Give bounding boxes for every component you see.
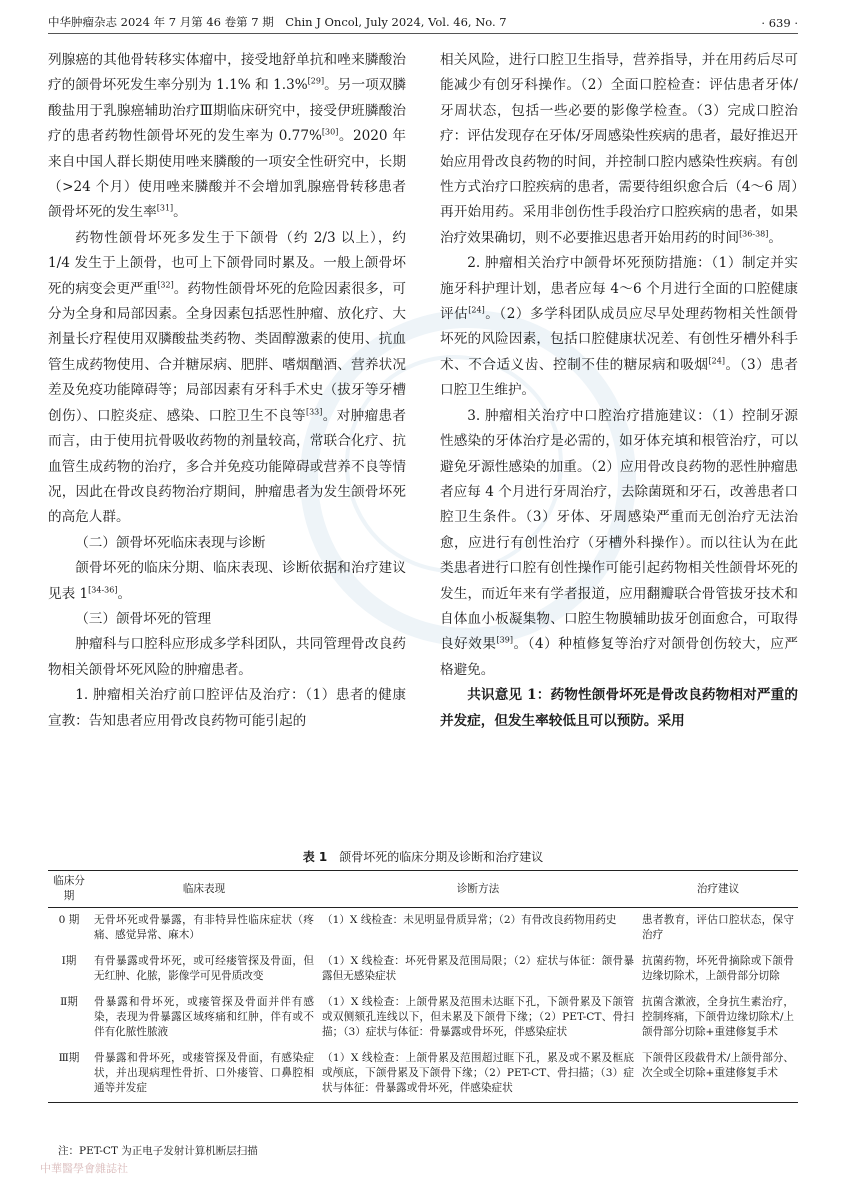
cell-manifestation: 有骨暴露或骨坏死，或可经瘘管探及骨面，但无红肿、化脓，影像学可见骨质改变	[94, 955, 314, 982]
paragraph: 1. 肿瘤相关治疗前口腔评估及治疗：（1）患者的健康宣教：告知患者应用骨改良药物可能引起的	[48, 687, 406, 729]
table-header-row	[48, 871, 798, 908]
paragraph: 列腺癌的其他骨转移实体瘤中，接受地舒单抗和唑来膦酸治疗的颌骨坏死发生率分别为 1.1% 和 1.3%[29]。另一项双膦酸盐用于乳腺癌辅助治疗Ⅲ期临床研究中，接受伊班膦酸治疗的患者药物性颌骨坏死的发生率为 0.77%[30]。2020 年来自中国人群长期使用唑来膦酸的一项安全性研究中，长期（>24 个月）使用唑来膦酸并不会增加乳腺癌骨转移患者颌骨坏死的发生率[31]。	[48, 52, 406, 221]
publisher-logo: 中華醫學會雜誌社	[40, 1162, 128, 1175]
cell-treatment: 抗菌含漱液，全身抗生素治疗，控制疼痛，下颌骨边缘切除术/上颌骨部分切除+重建修复手术	[642, 996, 794, 1038]
paragraph: 相关风险，进行口腔卫生指导，营养指导，并在用药后尽可能减少有创牙科操作。（2）全面口腔检查：评估患者牙体/牙周状态，包括一些必要的影像学检查。（3）完成口腔治疗：评估发现存在牙体/牙周感染性疾病的患者，最好推迟开始应用骨改良药物的时间，并控制口腔内感染性疾病。有创性方式治疗口腔疾病的患者，需要待组织愈合后（4～6 周）再开始用药。采用非创伤性手段治疗口腔疾病的患者，如果治疗效果确切，则不必要推迟患者开始用药的时间[36-38]。	[440, 52, 799, 246]
running-header	[48, 10, 798, 34]
cell-manifestation: 骨暴露和骨坏死，或瘘管探及骨面并伴有感染，表现为骨暴露区域疼痛和红肿，伴有或不伴有化脓性脓液	[94, 996, 314, 1038]
section-heading: （三）颌骨坏死的管理	[75, 610, 212, 627]
cell-manifestation: 骨暴露和骨坏死，或瘘管探及骨面，有感染症状，并出现病理性骨折、口外瘘管、口鼻腔相通等并发症	[90, 1046, 318, 1103]
table-note: 注：PET-CT 为正电子发射计算机断层扫描	[58, 1145, 258, 1157]
cell-treatment: 下颌骨区段截骨术/上颌骨部分、次全或全切除+重建修复手术	[638, 1046, 798, 1103]
section-heading: （二）颌骨坏死临床表现与诊断	[75, 534, 266, 551]
paragraph: 3. 肿瘤相关治疗中口腔治疗措施建议：（1）控制牙源性感染的牙体治疗是必需的，如牙体充填和根管治疗，可以避免牙源性感染的加重。（2）应用骨改良药物的恶性肿瘤患者应每 4 个月进行牙周治疗，去除菌斑和牙石，改善患者口腔卫生条件。（3）牙体、牙周感染严重而无创治疗无法治愈，应进行有创性治疗（牙槽外科操作）。而以往认为在此类患者进行口腔有创性操作可能引起药物相关性颌骨坏死的发生，而近年来有学者报道，应用翻瓣联合骨管拔牙技术和自体血小板凝集物、口腔生物膜辅助拔牙创面愈合，可取得良好效果[39]。（4）种植修复等治疗对颌骨创伤较大，应严格避免。	[440, 407, 798, 678]
table-row	[48, 949, 798, 990]
cell-treatment: 患者教育，评估口腔状态，保守治疗	[642, 914, 794, 941]
right-column	[440, 48, 798, 734]
cell-stage: Ⅰ期	[61, 955, 77, 967]
table-caption	[48, 848, 798, 865]
header-manifestation: 临床表现	[90, 871, 318, 908]
table-title: 颌骨坏死的临床分期及诊断和治疗建议	[339, 850, 544, 864]
header-stage: 临床分期	[48, 871, 90, 908]
paragraph: 2. 肿瘤相关治疗中颌骨坏死预防措施：（1）制定并实施牙科护理计划，患者应每 4～6 个月进行全面的口腔健康评估[24]。（2）多学科团队成员应尽早处理药物相关性颌骨坏死的风险因素，包括口腔健康状况差、有创性牙槽外科手术、不合适义齿、控制不佳的糖尿病和吸烟[24]。（3）患者口腔卫生维护。	[440, 255, 799, 399]
cell-stage: Ⅱ期	[60, 996, 78, 1008]
table-row	[48, 1046, 798, 1103]
table-label: 表 1	[302, 850, 328, 864]
paragraph: 颌骨坏死的临床分期、临床表现、诊断依据和治疗建议见表 1[34-36]。	[48, 560, 406, 602]
table-row	[48, 908, 798, 950]
cell-diagnosis: （1）X 线检查：未见明显骨质异常；（2）有骨改良药物用药史	[322, 914, 617, 926]
journal-info: 中华肿瘤杂志 2024 年 7 月第 46 卷第 7 期 Chin J Oncol, July 2024, Vol. 46, No. 7	[48, 15, 507, 29]
cell-treatment: 抗菌药物，坏死骨摘除或下颌骨边缘切除术，上颌骨部分切除	[642, 955, 794, 982]
cell-diagnosis: （1）X 线检查：上颌骨累及范围未达眶下孔，下颌骨累及下颌管或双侧颏孔连线以下，但未累及下颌骨下缘；（2）PET-CT、骨扫描；（3）症状与体征：骨暴露或骨坏死，伴感染症状	[322, 996, 634, 1038]
page-number: · 639 ·	[761, 16, 798, 30]
header-treatment: 治疗建议	[638, 871, 798, 908]
consensus-statement: 共识意见 1：药物性颌骨坏死是骨改良药物相对严重的并发症，但发生率较低且可以预防。采用	[440, 687, 798, 729]
cell-diagnosis: （1）X 线检查：上颌骨累及范围超过眶下孔，累及或不累及框底或颅底，下颌骨累及下颌骨下缘；（2）PET-CT、骨扫描；（3）症状与体征：骨暴露或骨坏死，伴感染症状	[318, 1046, 638, 1103]
cell-diagnosis: （1）X 线检查：坏死骨累及范围局限；（2）症状与体征：颌骨暴露但无感染症状	[322, 955, 634, 982]
cell-manifestation: 无骨坏死或骨暴露，有非特异性临床症状（疼痛、感觉异常、麻木）	[94, 914, 314, 941]
paragraph: 肿瘤科与口腔科应形成多学科团队，共同管理骨改良药物相关颌骨坏死风险的肿瘤患者。	[48, 636, 406, 678]
cell-stage: Ⅲ期	[48, 1046, 90, 1103]
left-column	[48, 48, 406, 734]
header-diagnosis: 诊断方法	[318, 871, 638, 908]
cell-stage: 0 期	[58, 914, 80, 926]
paragraph: 药物性颌骨坏死多发生于下颌骨（约 2/3 以上），约 1/4 发生于上颌骨，也可上下颌骨同时累及。一般上颌骨坏死的病变会更严重[32]。药物性颌骨坏死的危险因素很多，可分为全身和局部因素。全身因素包括恶性肿瘤、放化疗、大剂量长疗程使用双膦酸盐类药物、类固醇激素的使用、抗血管生成药物使用、合并糖尿病、肥胖、嗜烟酗酒、营养状况差及免疫功能障碍等；局部因素有牙科手术史（拔牙等牙槽创伤）、口腔炎症、感染、口腔卫生不良等[33]。对肿瘤患者而言，由于使用抗骨吸收药物的剂量较高，常联合化疗、抗血管生成药物的治疗，多合并免疫功能障碍或营养不良等情况，因此在骨改良药物治疗期间，肿瘤患者为发生颌骨坏死的高危人群。	[48, 229, 407, 526]
staging-table	[48, 870, 798, 1103]
table-row	[48, 990, 798, 1046]
